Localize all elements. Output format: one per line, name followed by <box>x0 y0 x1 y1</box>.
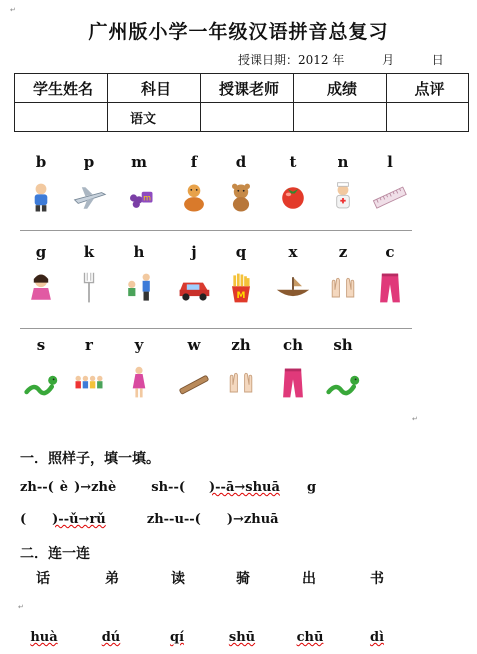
match-char[interactable]: 话 <box>36 571 50 587</box>
date-year-unit: 年 <box>332 53 345 67</box>
row-separator <box>20 230 412 231</box>
car-icon <box>174 270 214 306</box>
letter-q: q <box>235 243 247 261</box>
airplane-icon <box>69 180 109 216</box>
student-name-cell[interactable] <box>15 103 108 132</box>
kids-group-icon <box>69 365 109 401</box>
grapes-icon <box>119 180 159 216</box>
paragraph-mark: ↵ <box>18 603 24 611</box>
letter-p: p <box>83 153 95 171</box>
boy-icon <box>21 180 61 216</box>
fork-icon <box>69 270 109 306</box>
date-day-unit: 日 <box>431 53 444 67</box>
pants-icon <box>273 365 313 401</box>
match-pinyin[interactable]: qí <box>169 630 185 645</box>
boat-icon <box>273 270 313 306</box>
letter-c: c <box>385 243 395 261</box>
letter-j: j <box>191 243 197 261</box>
letter-z: z <box>338 243 348 261</box>
match-pinyin[interactable]: shū <box>228 630 256 645</box>
header-cell: 点评 <box>387 74 469 103</box>
bear-icon <box>221 180 261 216</box>
match-char[interactable]: 出 <box>302 571 316 587</box>
letter-l: l <box>387 153 393 171</box>
exercise1-line2: ( )--ǔ→rǔ zh--u--( )→zhuā <box>20 512 279 527</box>
section1-title: 一．照样子，填一填。 <box>20 451 160 467</box>
match-pinyin[interactable]: chū <box>296 630 324 645</box>
header-cell: 科目 <box>108 74 201 103</box>
letter-r: r <box>85 336 93 354</box>
teacher-cell[interactable] <box>201 103 294 132</box>
match-char[interactable]: 书 <box>370 571 384 587</box>
letter-x: x <box>288 243 298 261</box>
letter-sh: sh <box>333 336 353 354</box>
match-char[interactable]: 骑 <box>236 571 250 587</box>
snake-icon <box>21 365 61 401</box>
score-cell[interactable] <box>294 103 387 132</box>
date-month-unit: 月 <box>382 53 395 67</box>
pants-icon <box>370 270 410 306</box>
letter-ch: ch <box>282 336 304 354</box>
date-line <box>238 51 444 68</box>
table-header-row <box>15 74 469 103</box>
header-cell: 授课老师 <box>201 74 294 103</box>
letter-n: n <box>337 153 349 171</box>
letter-d: d <box>235 153 247 171</box>
section2-title: 二．连一连 <box>20 546 90 562</box>
info-table <box>14 73 469 132</box>
paragraph-mark: ↵ <box>412 415 418 423</box>
letter-t: t <box>289 153 297 171</box>
stick-icon <box>174 365 214 401</box>
exercise1-line1: zh--( è )→zhè sh--( )--ā→shuā g <box>20 480 317 495</box>
letter-s: s <box>36 336 46 354</box>
match-char[interactable]: 读 <box>171 571 185 587</box>
match-pinyin[interactable]: huà <box>30 630 58 645</box>
ruler-icon <box>370 180 410 216</box>
letter-y: y <box>134 336 144 354</box>
girl-icon <box>21 270 61 306</box>
letter-h: h <box>133 243 145 261</box>
hands-icon <box>221 365 261 401</box>
comment-cell[interactable] <box>387 103 469 132</box>
hands-icon <box>323 270 363 306</box>
match-pinyin[interactable]: dì <box>369 630 385 645</box>
letter-g: g <box>35 243 47 261</box>
date-year: 2012 <box>298 53 329 67</box>
row-separator <box>20 328 412 329</box>
example-answer: è <box>59 480 69 495</box>
paragraph-mark-top: ↵ <box>10 6 16 14</box>
header-cell: 成绩 <box>294 74 387 103</box>
tomato-icon <box>273 180 313 216</box>
letter-b: b <box>35 153 47 171</box>
header-cell: 学生姓名 <box>15 74 108 103</box>
match-pinyin[interactable]: dú <box>101 630 121 645</box>
nurse-icon <box>323 180 363 216</box>
snake-icon <box>323 365 363 401</box>
letter-zh: zh <box>231 336 251 354</box>
children-icon <box>119 270 159 306</box>
letter-w: w <box>187 336 201 354</box>
date-label: 授课日期： <box>238 53 299 67</box>
letter-f: f <box>190 153 198 171</box>
fries-icon <box>221 270 261 306</box>
match-char[interactable]: 弟 <box>105 571 119 587</box>
page-title: 广州版小学一年级汉语拼音总复习 <box>88 21 389 43</box>
table-row <box>15 103 469 132</box>
woman-icon <box>119 365 159 401</box>
svg-text:m: m <box>143 192 152 203</box>
letter-k: k <box>83 243 95 261</box>
subject-cell: 语文 <box>108 103 201 132</box>
svg-text:M: M <box>236 290 246 301</box>
buddha-icon <box>174 180 214 216</box>
letter-m: m <box>131 153 147 171</box>
